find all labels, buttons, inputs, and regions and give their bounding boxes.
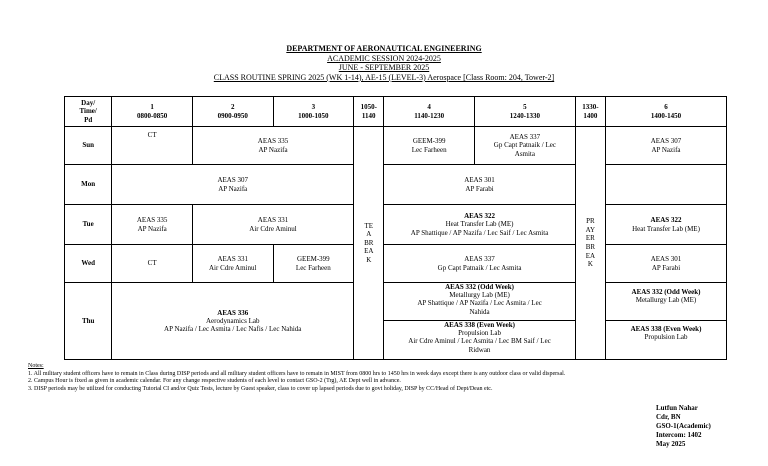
period-1-header: 1 0800-0850 — [112, 97, 193, 127]
routine-header — [0, 44, 768, 82]
prayer-break-header: 1330- 1400 — [575, 97, 605, 127]
day-sun: Sun — [65, 127, 112, 165]
thu-period-4-5 — [384, 283, 575, 360]
thu-period-6 — [605, 283, 726, 360]
mon-period-1-3: AEAS 307 AP Nazifa — [112, 165, 354, 205]
routine-title: CLASS ROUTINE SPRING 2025 (WK 1-14), AE-15 (LEVEL-3) Aerospace [Class Room: 204, Tower-2] — [213, 72, 555, 82]
header-row — [65, 97, 727, 127]
notes-section — [28, 363, 565, 393]
thu-period-1-3: AEAS 336 Aerodynamics Lab AP Nazifa / Lec Asmita / Lec Nafis / Lec Nahida — [112, 283, 354, 360]
day-thu: Thu — [65, 283, 112, 360]
sun-row — [65, 127, 727, 165]
note-item: 2. Campus Hour is fixed as given in academic calendar. For any change respective students of each level to contact GSO-2 (Trg), AE Dept well in advance. — [28, 378, 401, 385]
wed-period-1: CT — [112, 245, 193, 283]
thu-p6-odd-week: AEAS 332 (Odd Week) Metallurgy Lab (ME) — [606, 284, 726, 321]
tea-break-header: 1050- 1140 — [354, 97, 384, 127]
academic-session: ACADEMIC SESSION 2024-2025 — [327, 53, 441, 63]
signatory-intercom: Intercom: 1402 — [656, 431, 702, 439]
signature-block — [656, 404, 711, 449]
tue-period-6: AEAS 322 Heat Transfer Lab (ME) — [605, 205, 726, 245]
period-6-header: 6 1400-1450 — [605, 97, 726, 127]
tue-period-2-3: AEAS 331 Air Cdre Aminul — [192, 205, 353, 245]
signatory-name: Lutfun Nahar — [656, 404, 698, 412]
wed-period-2: AEAS 331 Air Cdre Aminul — [192, 245, 273, 283]
sun-period-2-3: AEAS 335 AP Nazifa — [192, 127, 353, 165]
signature-date: May 2025 — [656, 440, 686, 448]
note-item: 3. DISP periods may be utilized for conducting Tutorial CI and/or Quiz Tests, lecture by Guest speaker, class to cover up lapsed periods due to govt holiday, DISP by CC/Head of Dept/Dean etc. — [28, 385, 493, 392]
signatory-rank: Cdr, BN — [656, 413, 681, 421]
wed-row — [65, 245, 727, 283]
sun-period-6: AEAS 307 AP Nazifa — [605, 127, 726, 165]
day-time-header: Day/ Time/ Pd — [65, 97, 112, 127]
sun-period-1: CT — [112, 127, 193, 165]
mon-period-4-5: AEAS 301 AP Farabi — [384, 165, 575, 205]
period-2-header: 2 0900-0950 — [192, 97, 273, 127]
period-5-header: 5 1240-1330 — [475, 97, 576, 127]
mon-row — [65, 165, 727, 205]
note-item: 1. All military student officers have to remain in Class during DISP periods and all military student officers have to remain in MIST from 0800 hrs to 1450 hrs in week days except there is any outdoor class or valid dispersal. — [28, 370, 566, 377]
tea-break-cell: TE A BR EA K — [354, 127, 384, 360]
mon-period-6 — [605, 165, 726, 205]
period-4-header: 4 1140-1230 — [384, 97, 475, 127]
period-3-header: 3 1000-1050 — [273, 97, 354, 127]
wed-period-4-5: AEAS 337 Gp Capt Patnaik / Lec Asmita — [384, 245, 575, 283]
tue-period-1: AEAS 335 AP Nazifa — [112, 205, 193, 245]
thu-even-week-lab: AEAS 338 (Even Week) Propulsion Lab Air Cdre Aminul / Lec Asmita / Lec BM Saif / Lec Ridwan — [408, 321, 551, 354]
department-title: DEPARTMENT OF AERONAUTICAL ENGINEERING — [286, 44, 482, 53]
notes-title: Notes: — [28, 363, 44, 369]
wed-period-3: GEEM-399 Lec Farheen — [273, 245, 354, 283]
thu-odd-week-lab: AEAS 332 (Odd Week) Metallurgy Lab (ME) AP Shattique / AP Nazifa / Lec Asmita / Lec Nahida — [384, 283, 574, 321]
thu-p6-even-week: AEAS 338 (Even Week) Propulsion Lab — [630, 324, 702, 341]
day-wed: Wed — [65, 245, 112, 283]
term-dates: JUNE - SEPTEMBER 2025 — [338, 63, 430, 73]
day-tue: Tue — [65, 205, 112, 245]
prayer-break-cell: PR AY ER BR EA K — [575, 127, 605, 360]
wed-period-6: AEAS 301 AP Farabi — [605, 245, 726, 283]
sun-period-4: GEEM-399 Lec Farheen — [384, 127, 475, 165]
sun-period-5: AEAS 337 Gp Capt Patnaik / Lec Asmita — [475, 127, 576, 165]
class-routine-table — [64, 96, 727, 360]
tue-period-4-5: AEAS 322 Heat Transfer Lab (ME) AP Shattique / AP Nazifa / Lec Saif / Lec Asmita — [384, 205, 575, 245]
day-mon: Mon — [65, 165, 112, 205]
thu-row — [65, 283, 727, 360]
tue-row — [65, 205, 727, 245]
signatory-appointment: GSO-1(Academic) — [656, 422, 711, 430]
